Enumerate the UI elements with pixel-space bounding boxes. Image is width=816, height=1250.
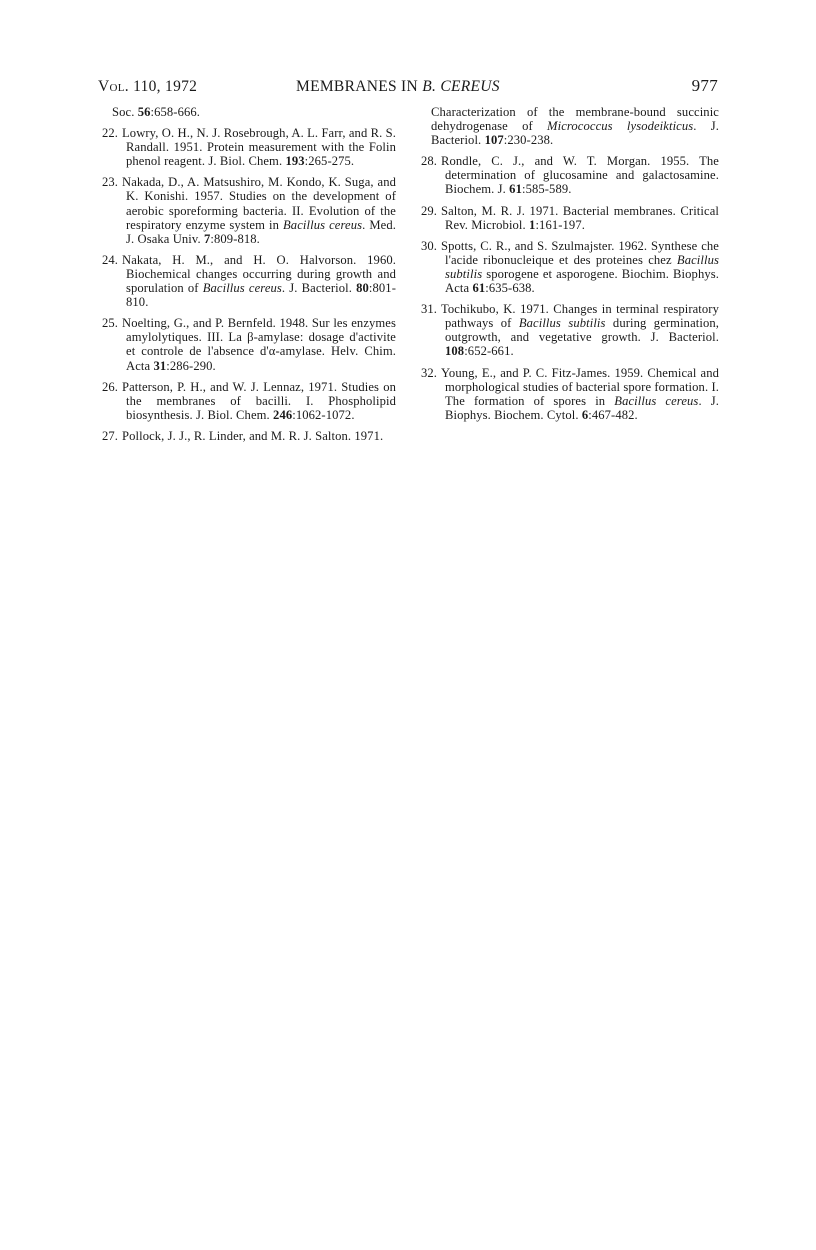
references-left-column	[98, 105, 396, 450]
reference-29: 29. Salton, M. R. J. 1971. Bacterial membranes. Critical Rev. Microbiol. 1:161-197.	[420, 203, 719, 232]
reference-32: 32. Young, E., and P. C. Fitz-James. 1959. Chemical and morphological studies of bacterial spore formation. I. The formation of spores in Bacillus cereus. J. Biophys. Biochem. Cytol. 6:467-482.	[420, 365, 720, 422]
reference-27-continuation: Characterization of the membrane-bound succinic dehydrogenase of Micrococcus lysodeikticus. J. Bacteriol. 107:230-238.	[431, 105, 719, 148]
reference-24: 24. Nakata, H. M., and H. O. Halvorson. 1960. Biochemical changes occurring during growth and sporulation of Bacillus cereus. J. Bacteriol. 80:801-810.	[101, 252, 396, 310]
reference-25: 25. Noelting, G., and P. Bernfeld. 1948. Sur les enzymes amylolytiques. III. La β-amylase: dosage d'activite et controle de l'absence d'α-amylase. Helv. Chim. Acta 31:286-290.	[101, 316, 396, 373]
running-title	[296, 78, 500, 96]
reference-23: 23. Nakada, D., A. Matsushiro, M. Kondo, K. Suga, and K. Konishi. 1957. Studies on the development of aerobic sporeforming bacteria. II. Evolution of the respiratory enzyme system in Bacillus cereus. Med. J. Osaka Univ. 7:809-818.	[101, 175, 396, 246]
reference-continuation: Soc. 56:658-666.	[112, 105, 201, 119]
reference-26: 26. Patterson, P. H., and W. J. Lennaz, 1971. Studies on the membranes of bacilli. I. Phospholipid biosynthesis. J. Biol. Chem. 246:1062-1072.	[101, 379, 396, 422]
references-right-column	[417, 105, 719, 429]
reference-27: 27. Pollock, J. J., R. Linder, and M. R. J. Salton. 1971.	[101, 428, 384, 443]
running-title-organism: B. CEREUS	[422, 78, 500, 95]
reference-22: 22. Lowry, O. H., N. J. Rosebrough, A. L. Farr, and R. S. Randall. 1951. Protein measurement with the Folin phenol reagent. J. Biol. Chem. 193:265-275.	[101, 126, 396, 169]
journal-volume: Vol. 110, 1972	[98, 78, 198, 95]
page-number: 977	[691, 76, 718, 95]
reference-30: 30. Spotts, C. R., and S. Szulmajster. 1962. Synthese che l'acide ribonucleique et des proteines chez Bacillus subtilis sporogene et asporogene. Biochim. Biophys. Acta 61:635-638.	[420, 238, 719, 296]
running-header	[98, 78, 718, 102]
reference-31: 31. Tochikubo, K. 1971. Changes in terminal respiratory pathways of Bacillus subtilis during germination, outgrowth, and vegetative growth. J. Bacteriol. 108:652-661.	[420, 302, 720, 359]
running-title-text: MEMBRANES IN	[296, 78, 423, 95]
reference-28: 28. Rondle, C. J., and W. T. Morgan. 1955. The determination of glucosamine and galactosamine. Biochem. J. 61:585-589.	[420, 154, 719, 197]
